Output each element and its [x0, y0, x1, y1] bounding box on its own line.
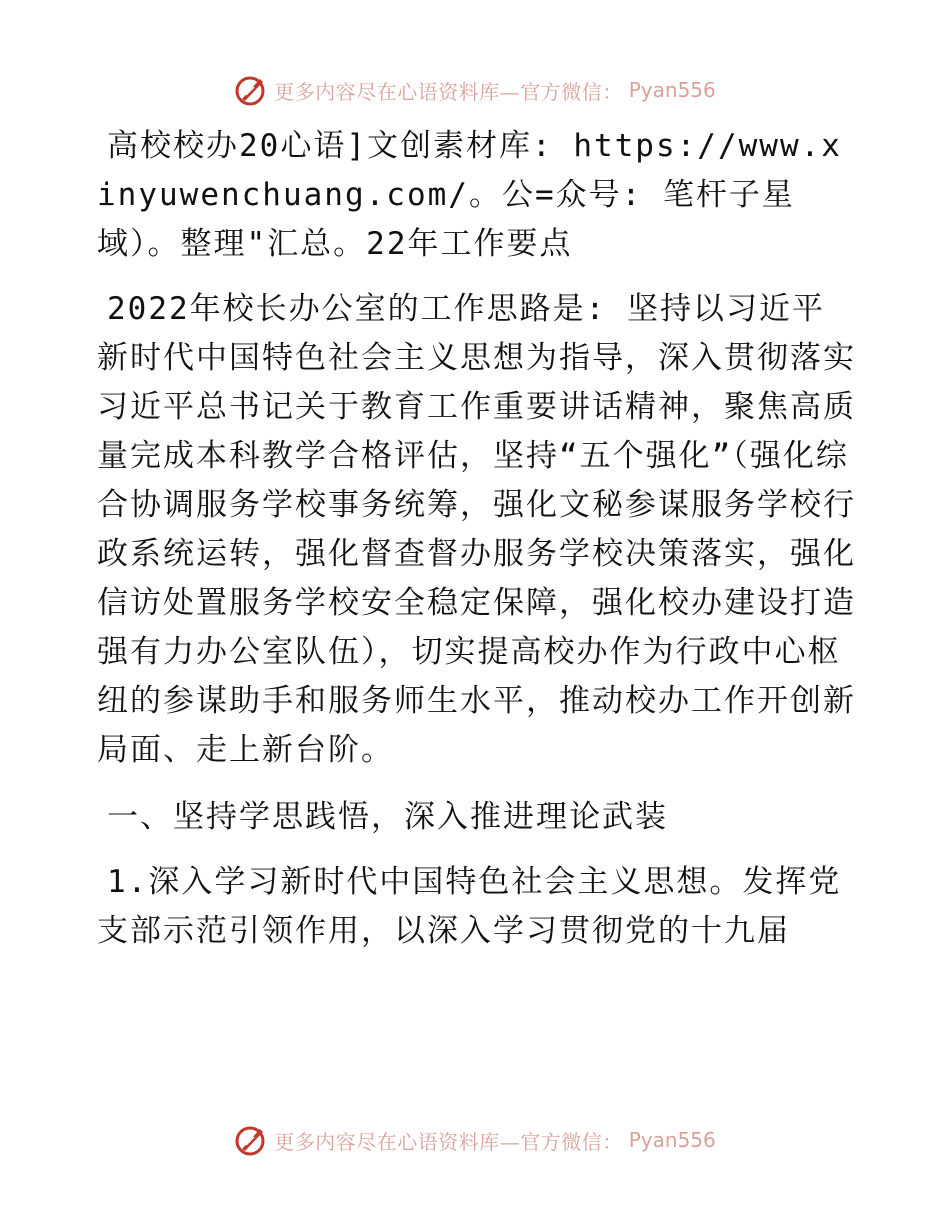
paragraph-intro: 高校校办20心语]文创素材库: https://www.xinyuwenchuang.com/。公=众号: 笔杆子星域）。整理"汇总。22年工作要点	[97, 128, 842, 262]
watermark-wechat-id: Pyan556	[628, 1128, 716, 1152]
quill-logo-icon	[234, 73, 268, 107]
paragraph-work-ideas: 2022年校长办公室的工作思路是: 坚持以习近平新时代中国特色社会主义思想为指导，深入贯彻落实习近平总书记关于教育工作重要讲话精神，聚焦高质量完成本科教学合格评估，坚持“五个强化”（强化综合协调服务学校事务统筹，强化文秘参谋服务学校行政系统运转，强化督查督办服务学校决策落实，强化信访处置服务学校安全稳定保障，强化校办建设打造强有力办公室队伍），切实提高校办作为行政中心枢纽的参谋助手和服务师生水平，推动校办工作开创新局面、走上新台阶。	[97, 291, 856, 768]
watermark-header	[0, 70, 950, 110]
section-heading-1: 一、坚持学思践悟，深入推进理论武装	[107, 799, 668, 835]
watermark-footer	[0, 1120, 950, 1160]
paragraph-item-1: 1.深入学习新时代中国特色社会主义思想。发挥党支部示范引领作用，以深入学习贯彻党的十九届	[97, 864, 842, 949]
watermark-wechat-id: Pyan556	[628, 78, 716, 102]
watermark-text: 更多内容尽在心语资料库—官方微信：	[274, 1129, 623, 1154]
document-body	[97, 122, 857, 956]
quill-logo-icon	[234, 1123, 268, 1157]
watermark-text: 更多内容尽在心语资料库—官方微信：	[274, 79, 623, 104]
